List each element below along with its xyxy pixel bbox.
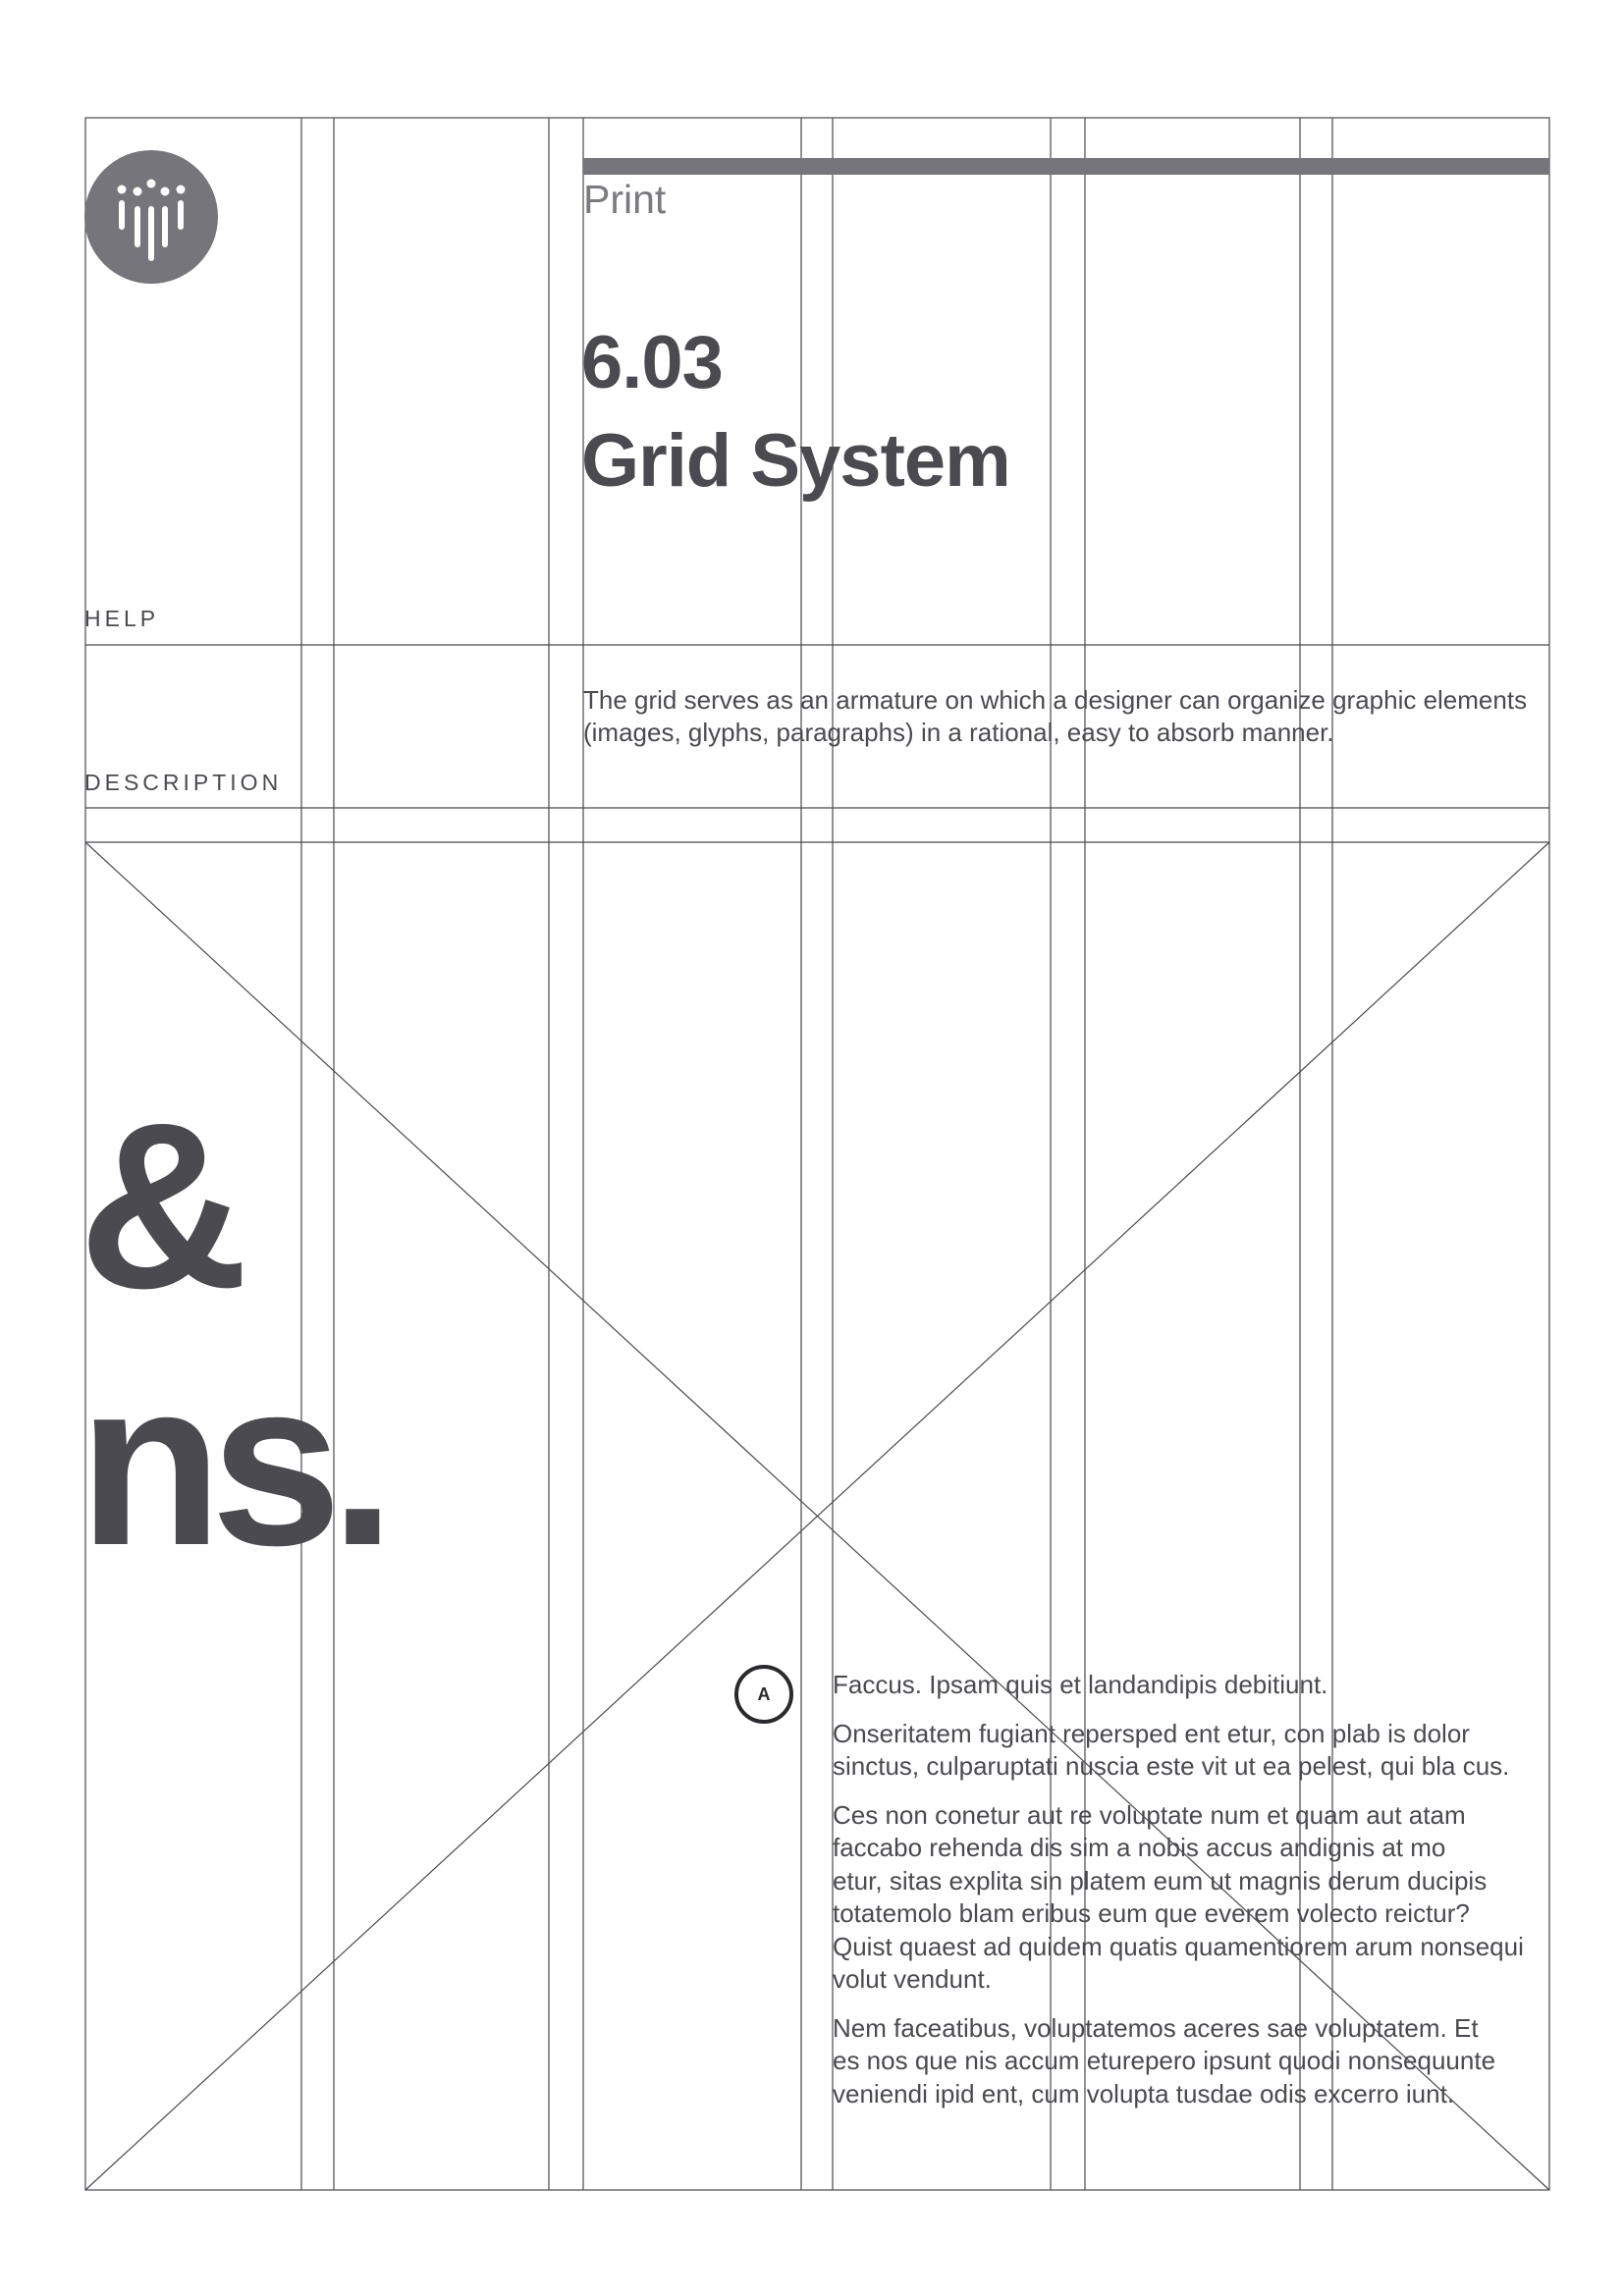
body-line: Quist quaest ad quidem quatis quamentiorem arum nonsequi (833, 1931, 1524, 1961)
body-line: sinctus, culparuptati nuscia este vit ut ea pelest, qui bla cus. (833, 1751, 1510, 1781)
section-number: 6.03 (581, 321, 723, 404)
annotation-marker: A (734, 1665, 793, 1724)
display-ns: ns. (79, 1331, 384, 1594)
body-line: etur, sitas explita sin platem eum ut magnis derum ducipis (833, 1865, 1488, 1896)
body-line: Onseritatem fugiant repersped ent etur, con plab is dolor (833, 1718, 1470, 1748)
description-label: DESCRIPTION (84, 770, 283, 795)
body-line: Faccus. Ipsam quis et landandipis debitiunt. (833, 1670, 1328, 1699)
page-title (581, 314, 1010, 510)
body-paragraph (833, 1799, 1549, 1997)
body-paragraph (833, 1718, 1549, 1784)
body-line: veniendi ipid ent, cum volupta tusdae odis excerro iunt. (833, 2078, 1455, 2109)
body-copy (833, 1669, 1549, 2126)
body-paragraph (833, 1669, 1549, 1702)
body-line: volut vendunt. (833, 1964, 992, 1994)
display-ampersand: & (79, 1074, 249, 1337)
body-paragraph (833, 2012, 1549, 2111)
header-accent-bar (583, 158, 1549, 175)
brand-logo-icon (84, 150, 218, 284)
description-line: The grid serves as an armature on which a designer can organize graphic elements (583, 685, 1528, 715)
body-line: Ces non conetur aut re voluptate num et quam aut atam (833, 1799, 1466, 1830)
body-line: totatemolo blam eribus eum que everem volecto reictur? (833, 1898, 1470, 1928)
help-label: HELP (84, 606, 160, 631)
body-line: Nem faceatibus, voluptatemos aceres sae voluptatem. Et (833, 2012, 1479, 2043)
section-label: Print (583, 177, 667, 222)
body-line: es nos que nis accum eturepero ipsunt quodi nonsequunte (833, 2046, 1496, 2075)
section-title: Grid System (581, 419, 1010, 503)
description-text (583, 684, 1549, 749)
body-line: faccabo rehenda dis sim a nobis accus andignis at mo (833, 1833, 1446, 1862)
description-line: (images, glyphs, paragraphs) in a rational, easy to absorb manner. (583, 718, 1334, 747)
